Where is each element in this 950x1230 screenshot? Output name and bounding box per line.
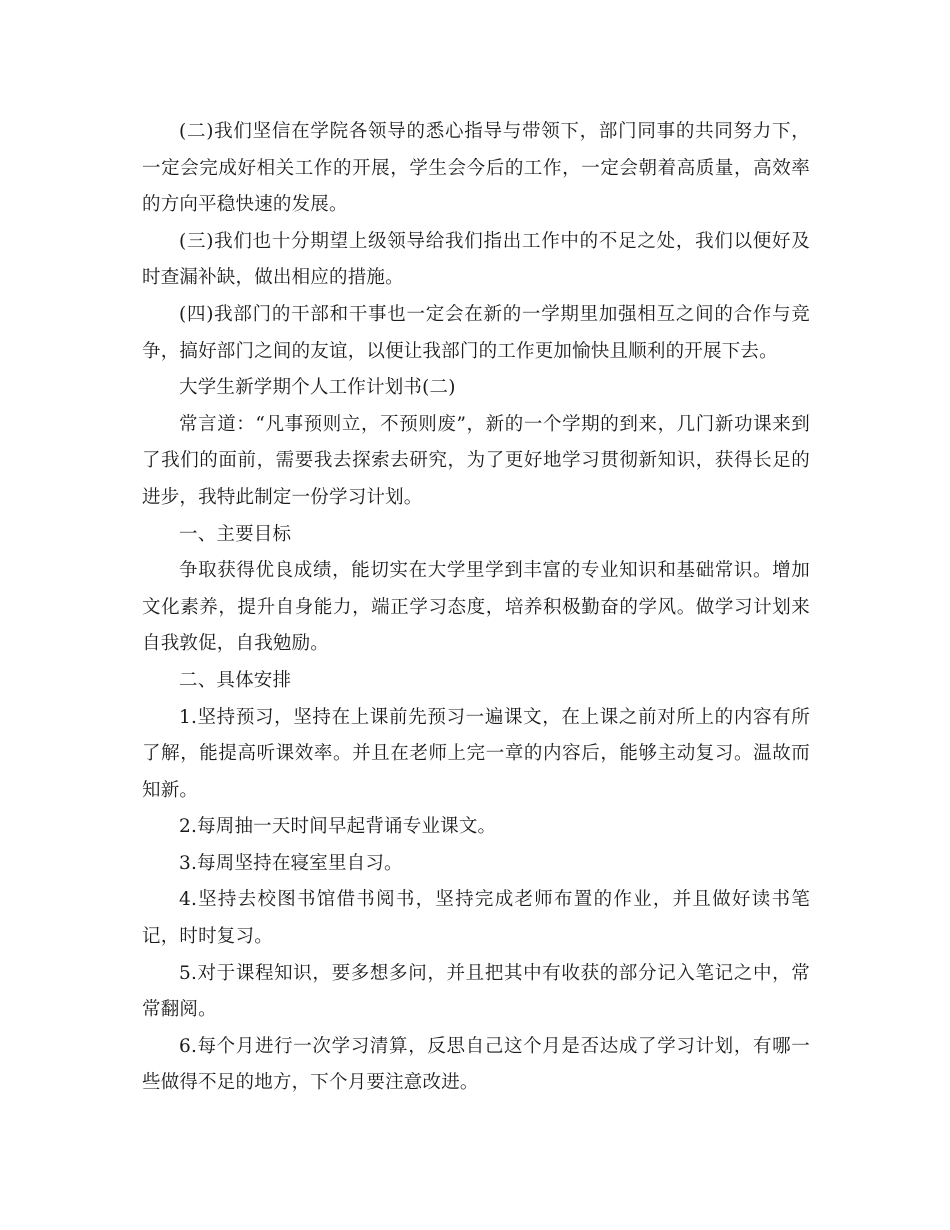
list-item-1: 1.坚持预习，坚持在上课前先预习一遍课文，在上课之前对所上的内容有所了解，能提高听课效率。并且在老师上完一章的内容后，能够主动复习。温故而知新。 [142,706,810,801]
heading-arrangement: 二、具体安排 [179,669,292,691]
list-item-2: 2.每周抽一天时间早起背诵专业课文。 [179,816,497,838]
heading-main-goal: 一、主要目标 [179,523,292,545]
list-item-6: 6.每个月进行一次学习清算，反思自己这个月是否达成了学习计划，有哪一些做得不足的地方，下个月要注意改进。 [142,1035,810,1094]
section-title: 大学生新学期个人工作计划书(二) [179,377,456,399]
list-item-4: 4.坚持去校图书馆借书阅书，坚持完成老师布置的作业，并且做好读书笔记，时时复习。 [142,889,810,948]
list-item-5: 5.对于课程知识，要多想多问，并且把其中有收获的部分记入笔记之中，常常翻阅。 [142,962,810,1021]
document-body [142,114,810,1102]
paragraph-feedback: (三)我们也十分期望上级领导给我们指出工作中的不足之处，我们以便好及时查漏补缺，做出相应的措施。 [142,230,810,289]
list-item-3: 3.每周坚持在寝室里自习。 [179,852,403,874]
paragraph-cooperation: (四)我部门的干部和干事也一定会在新的一学期里加强相互之间的合作与竞争，搞好部门之间的友谊，以便让我部门的工作更加愉快且顺利的开展下去。 [142,303,810,362]
paragraph-intro: 常言道：“凡事预则立，不预则废”，新的一个学期的到来，几门新功课来到了我们的面前，需要我去探索去研究，为了更好地学习贯彻新知识，获得长足的进步，我特此制定一份学习计划。 [142,413,810,508]
paragraph-commitment: (二)我们坚信在学院各领导的悉心指导与带领下，部门同事的共同努力下，一定会完成好相关工作的开展，学生会今后的工作，一定会朝着高质量，高效率的方向平稳快速的发展。 [142,121,810,216]
paragraph-goal: 争取获得优良成绩，能切实在大学里学到丰富的专业知识和基础常识。增加文化素养，提升自身能力，端正学习态度，培养积极勤奋的学风。做学习计划来自我敦促，自我勉励。 [142,560,810,655]
